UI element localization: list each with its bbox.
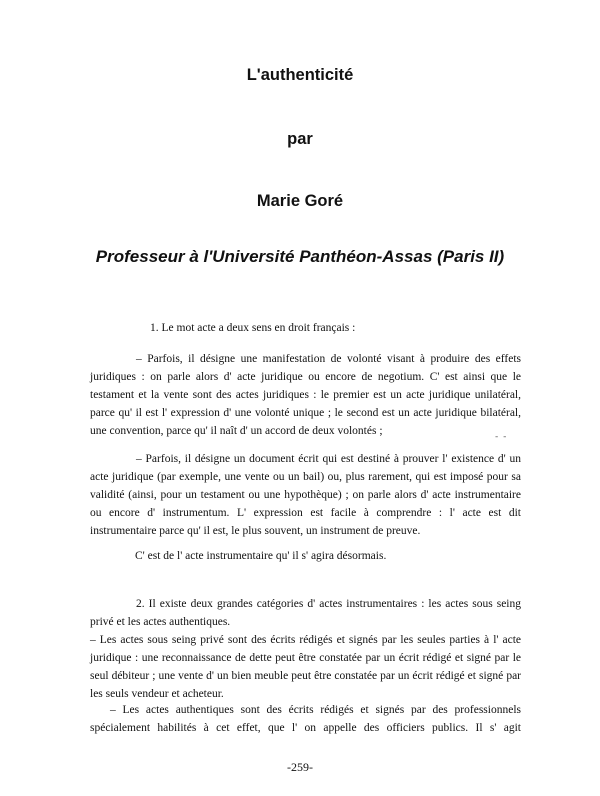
author-affiliation: Professeur à l'Université Panthéon-Assas (Paris II) — [95, 247, 505, 266]
paragraph-3-text: – Parfois, il désigne un document écrit qui est destiné à prouver l' existence d' un acte juridique (par exemple, une vente ou un bail) ou, plus rarement, qui est imposé pour sa validité (ainsi, pour un testament ou une hypothèque) ; on parle alors d' acte instrumentaire ou encore d' instrumentum. L' expression est facile à comprendre : l' acte est dit instrumentaire parce qu' il est, le plus souvent, un instrument de preuve. — [90, 453, 521, 537]
paragraph-7-line-1-text: – Les actes authentiques sont des écrits rédigés et signés par des professionnels — [110, 704, 521, 716]
paragraph-7-line-1 — [90, 701, 521, 719]
margin-mark: - - — [495, 432, 508, 442]
document-title: L'authenticité — [246, 66, 354, 84]
paragraph-1: 1. Le mot acte a deux sens en droit français : — [150, 322, 356, 334]
paragraph-5 — [90, 595, 521, 631]
paragraph-5-text: 2. Il existe deux grandes catégories d' actes instrumentaires : les actes sous seing privé et les actes authentiques. — [90, 598, 521, 628]
paragraph-4: C' est de l' acte instrumentaire qu' il s' agira désormais. — [135, 550, 387, 562]
by-line: par — [287, 130, 313, 148]
page-number: -259- — [287, 760, 313, 774]
paragraph-6: – Les actes sous seing privé sont des écrits rédigés et signés par les seules parties à l' acte juridique : une reconnaissance de dette peut être constatée par un écrit rédigé et signé par le seul débiteur ; une vente d' un bien meuble peut être constatée par un écrit rédigé et signé par les seuls vendeur et acheteur. — [90, 634, 521, 700]
paragraph-7 — [90, 701, 521, 737]
paragraph-3 — [90, 450, 521, 540]
paragraph-7-line-2: spécialement habilités à cet effet, que l' on appelle des officiers publics. Il s' agit — [90, 722, 521, 734]
paragraph-2-text: – Parfois, il désigne une manifestation de volonté visant à produire des effets juridiques : on parle alors d' acte juridique ou encore de negotium. C' est ainsi que le testament et la vente sont des actes juridiques : le premier est un acte juridique unilatéral, parce qu' il est l' expression d' une volonté unique ; le second est un acte juridique bilatéral, une convention, parce qu' il naît d' un accord de deux volontés ; — [90, 353, 521, 437]
author-name: Marie Goré — [256, 192, 344, 210]
paragraph-2 — [90, 350, 521, 440]
